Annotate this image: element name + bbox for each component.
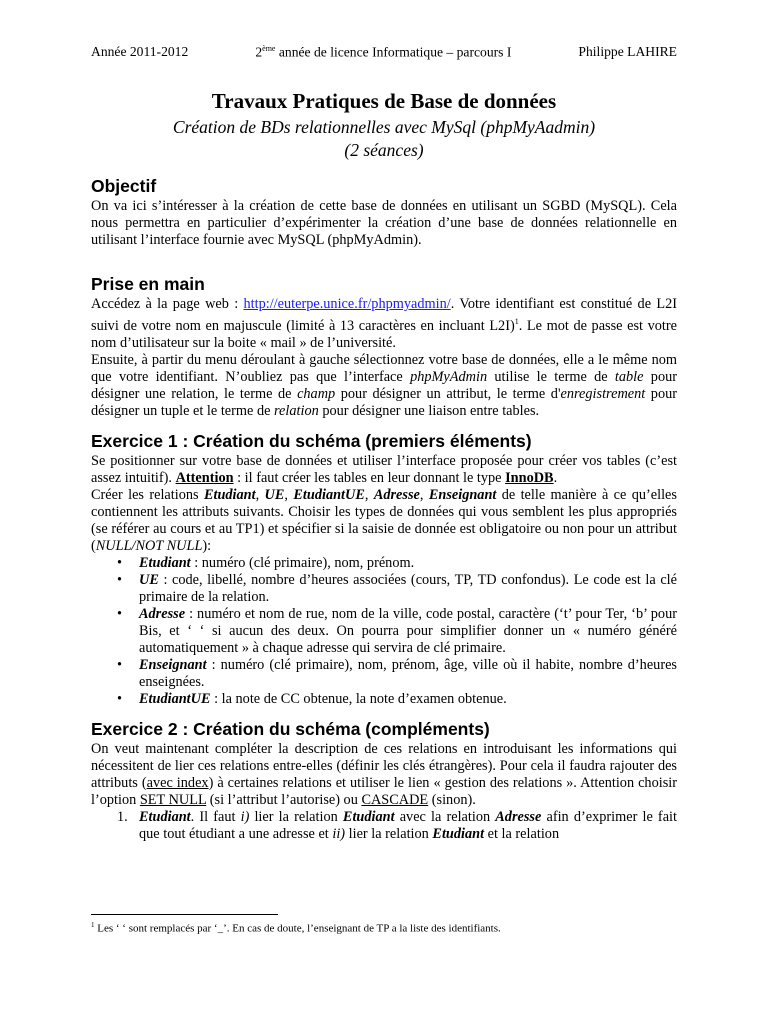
phpmyadmin-link[interactable]: http://euterpe.unice.fr/phpmyadmin/ — [243, 296, 451, 312]
ex1-paragraph-2: Créer les relations Etudiant, UE, EtudiantUE, Adresse, Enseignant de telle manière à ce qu’elles contiennent les attributs suivants. Choisir les types de données qui vous semblent les plus appropriés (se référer au cours et au TP1) et spécifier si la saisie de donnée est obligatoire ou non pour un attribut (NULL/NOT NULL): — [91, 486, 677, 554]
list-item: • Adresse : numéro et nom de rue, nom de la ville, code postal, caractère (‘t’ pour Ter, ‘b’ pour Bis, et ‘ ‘ si aucun des deux. On pourra pour simplifier donner un « numéro généré automatiquement » à chaque adresse qui servira de clé primaire. — [139, 606, 677, 657]
document-body — [91, 174, 677, 843]
page-header — [91, 44, 677, 61]
section-heading-objectif: Objectif — [91, 176, 157, 196]
footnote-divider — [91, 914, 278, 915]
list-item: • Etudiant : numéro (clé primaire), nom, prénom. — [139, 555, 677, 572]
ex1-paragraph-1: Se positionner sur votre base de données et utiliser l’interface proposée pour créer vos tables (c’est assez intuitif). Attention : il faut créer les tables en leur donnant le type InnoDB. — [91, 452, 677, 486]
objectif-text: On va ici s’intéresser à la création de cette base de données en utilisant un SGBD (MySQL). Cela nous permettra en particulier d’expérimenter la création d’une base de données relationnelle en utilisant l’interface fournie avec MySQL (phpMyAdmin). — [91, 198, 677, 248]
list-item: 1. Etudiant. Il faut i) lier la relation Etudiant avec la relation Adresse afin d’exprimer le fait que tout étudiant a une adresse et ii) lier la relation Etudiant et la relation — [117, 808, 677, 842]
list-item: • UE : code, libellé, nombre d’heures associées (cours, TP, TD confondus). Le code est la clé primaire de la relation. — [139, 572, 677, 606]
footnote-ref: 1 — [514, 317, 519, 326]
ex1-relation-list — [91, 555, 677, 708]
ex2-numbered-list — [91, 809, 677, 843]
footnote: $^1$ Les ‘ ‘ sont remplacés par ‘_’. En cas de doute, l’enseignant de TP a la liste des identifiants. — [91, 921, 501, 935]
section-heading-exercice-2: Exercice 2 : Création du schéma (compléments) — [91, 718, 490, 739]
header-author: Philippe LAHIRE — [578, 44, 677, 59]
document-title: Travaux Pratiques de Base de données — [211, 89, 557, 113]
header-course: 2ème année de licence Informatique – parcours I — [255, 44, 512, 60]
section-heading-exercice-1: Exercice 1 : Création du schéma (premiers éléments) — [91, 430, 532, 451]
ex2-paragraph-1: On veut maintenant compléter la description de ces relations en introduisant les informations qui nécessitent de lier ces relations entre-elles (définir les clés étrangères). Pour cela il faudra rajouter des attributs (avec index) à certaines relations et utiliser le lien « gestion des relations ». Attention choisir l’option SET NULL (si l’attribut l’autorise) ou CASCADE (sinon). — [91, 740, 677, 808]
prise-paragraph-1: Accédez à la page web : http://euterpe.unice.fr/phpmyadmin/. Votre identifiant est constitué de L2I suivi de votre nom en majuscule (limité à 13 caractères en incluant L2I)$^1$. Le mot de passe est votre nom d’utilisateur sur la boite « mail » de l’université. — [91, 296, 677, 351]
header-year: Année 2011-2012 — [91, 44, 189, 59]
document-subtitle: Création de BDs relationnelles avec MySql (phpMyAadmin) (2 séances) — [172, 117, 596, 160]
prise-paragraph-2: Ensuite, à partir du menu déroulant à gauche sélectionnez votre base de données, elle a le même nom que votre identifiant. N’oubliez pas que l’interface phpMyAdmin utilise le terme de table pour désigner une relation, le terme de champ pour désigner un attribut, le terme d'enregistrement pour désigner un tuple et le terme de relation pour désigner une liaison entre tables. — [91, 351, 678, 419]
list-item: • EtudiantUE : la note de CC obtenue, la note d’examen obtenue. — [139, 691, 677, 708]
list-item: • Enseignant : numéro (clé primaire), nom, prénom, âge, ville où il habite, nombre d’heures enseignées. — [139, 657, 677, 691]
section-heading-prise-en-main: Prise en main — [91, 274, 205, 294]
